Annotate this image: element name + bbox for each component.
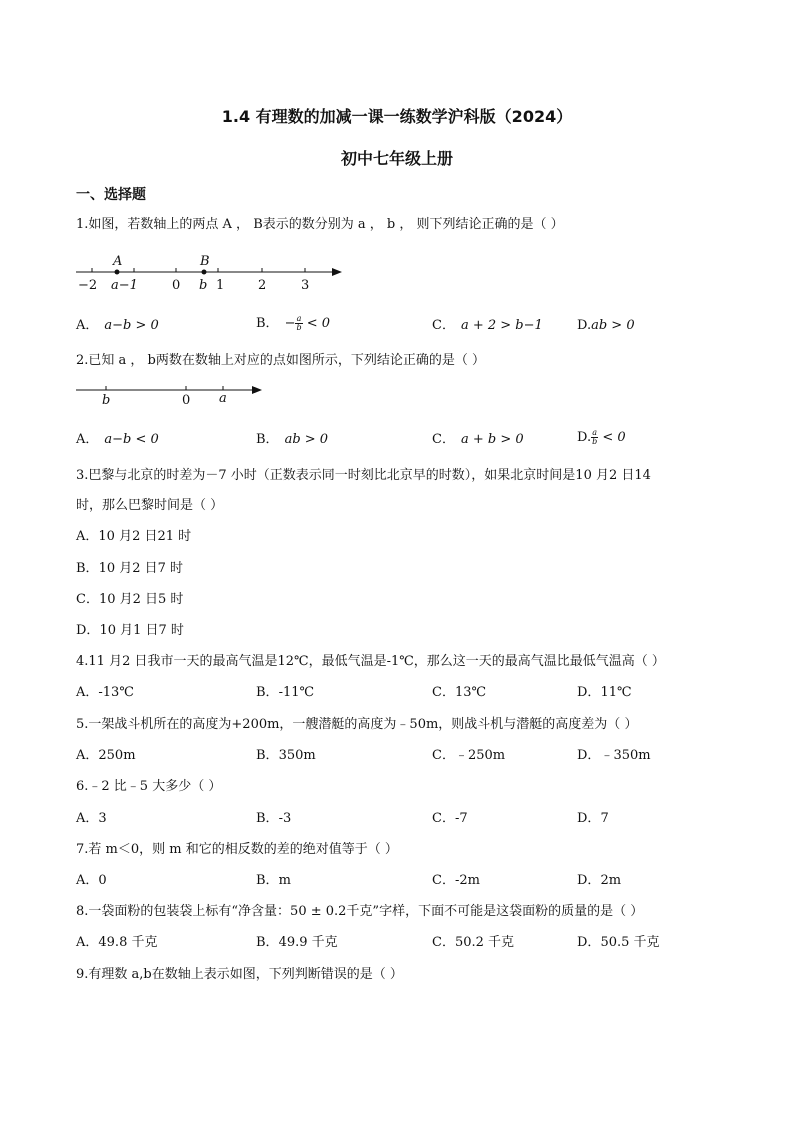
question-3-option-d[interactable] <box>76 622 184 640</box>
option-label: C． <box>432 432 455 447</box>
option-text: 49.8 千克 <box>98 935 158 950</box>
option-label: C． <box>432 873 455 888</box>
option-label: A． <box>76 935 99 950</box>
question-6-option-a[interactable] <box>76 810 107 828</box>
question-7-stem: 7.若 m＜0，则 m 和它的相反数的差的绝对值等于（ ） <box>76 842 398 857</box>
question-3-stem-line-2: 时，那么巴黎时间是（ ） <box>76 498 224 513</box>
option-text: 13℃ <box>454 685 487 700</box>
question-3-option-a[interactable] <box>76 528 191 546</box>
option-text: -3 <box>278 811 292 826</box>
question-3-option-c[interactable] <box>76 591 183 609</box>
option-prefix: − <box>284 316 296 331</box>
question-9-stem: 9.有理数 a,b在数轴上表示如图，下列判断错误的是（ ） <box>76 967 403 982</box>
tick-label: 2 <box>258 278 267 292</box>
option-label: A． <box>76 432 99 447</box>
option-text: 10 月1 日7 时 <box>99 623 184 638</box>
option-text: -7 <box>454 811 468 826</box>
option-text: ﹣250m <box>454 748 506 763</box>
option-text: 50.5 千克 <box>600 935 660 950</box>
question-5-option-d[interactable] <box>577 747 651 765</box>
option-text: -13℃ <box>98 685 134 700</box>
option-text: 49.9 千克 <box>278 935 338 950</box>
question-6-option-b[interactable] <box>256 810 291 828</box>
option-text: 10 月2 日7 时 <box>98 561 184 576</box>
question-1-number-line <box>70 250 360 292</box>
question-2-option-a[interactable] <box>76 431 159 449</box>
question-5-stem: 5.一架战斗机所在的高度为+200m，一艘潜艇的高度为﹣50m，则战斗机与潜艇的高度差为（ ） <box>76 717 638 732</box>
question-4-option-a[interactable] <box>76 684 134 702</box>
option-text: 250m <box>98 748 136 763</box>
tick-label: a−1 <box>111 278 138 292</box>
option-text: -11℃ <box>278 685 315 700</box>
question-6-option-c[interactable] <box>432 810 468 828</box>
option-label: A． <box>76 685 99 700</box>
question-8-option-c[interactable] <box>432 934 514 952</box>
question-7-option-d[interactable] <box>577 872 621 890</box>
question-1-option-d[interactable] <box>577 317 635 335</box>
option-text: a−b < 0 <box>104 432 159 447</box>
tick-label: 1 <box>216 278 225 292</box>
option-label: C． <box>432 935 455 950</box>
option-text: -2m <box>454 873 480 888</box>
question-7-option-b[interactable] <box>256 872 291 890</box>
option-label: C． <box>432 748 455 763</box>
question-3-option-b[interactable] <box>76 560 183 578</box>
option-label: D． <box>577 811 601 826</box>
option-text: ab > 0 <box>284 432 329 447</box>
option-label: D． <box>76 623 100 638</box>
option-text: a + b > 0 <box>460 432 524 447</box>
tick-label: 3 <box>301 278 310 292</box>
option-text: 50.2 千克 <box>454 935 515 950</box>
question-2-option-c[interactable] <box>432 431 524 449</box>
tick-label: 0 <box>172 278 181 292</box>
option-text: 10 月2 日21 时 <box>98 529 192 544</box>
question-7-option-a[interactable] <box>76 872 107 890</box>
question-1-option-a[interactable] <box>76 317 159 335</box>
option-label: D． <box>577 935 601 950</box>
option-text: 10 月2 日5 时 <box>98 592 184 607</box>
tick-label-b: b <box>102 393 111 408</box>
option-label: D． <box>577 873 601 888</box>
option-label: B． <box>256 685 279 700</box>
option-text: 11℃ <box>600 685 632 700</box>
option-label: B． <box>256 873 279 888</box>
question-8-option-d[interactable] <box>577 934 660 952</box>
question-8-stem: 8.一袋面粉的包装袋上标有“净含量：50 ± 0.2千克”字样，下面不可能是这袋面粉的质量的是（ ） <box>76 904 644 919</box>
denominator: b <box>296 323 302 332</box>
question-4-option-c[interactable] <box>432 684 486 702</box>
option-label: D． <box>577 685 601 700</box>
section-heading: 一、选择题 <box>76 187 146 203</box>
option-label: B． <box>256 935 279 950</box>
option-label: C． <box>76 592 99 607</box>
question-2-number-line <box>70 378 270 408</box>
option-text: < 0 <box>302 316 331 331</box>
question-5-option-c[interactable] <box>432 747 505 765</box>
document-title: 1.4 有理数的加减一课一练数学沪科版（2024） <box>221 107 573 126</box>
question-6-stem: 6.﹣2 比﹣5 大多少（ ） <box>76 779 222 794</box>
numerator: a <box>592 428 598 437</box>
option-label: B． <box>256 316 279 331</box>
option-label: A． <box>76 318 99 333</box>
point-B-label: B <box>200 254 210 269</box>
option-text: ab > 0 <box>591 318 635 333</box>
option-text: 350m <box>278 748 316 763</box>
option-label: B． <box>256 811 279 826</box>
question-3-stem-line-1: 3.巴黎与北京的时差为－7 小时（正数表示同一时刻比北京早的时数），如果北京时间是10 月2 日14 <box>76 468 651 483</box>
question-2-option-d[interactable] <box>577 429 626 447</box>
point-A-label: A <box>113 254 123 269</box>
option-label: D. <box>577 430 592 445</box>
option-label: A． <box>76 748 99 763</box>
denominator: b <box>592 437 598 446</box>
option-text: a−b > 0 <box>104 318 159 333</box>
question-5-option-a[interactable] <box>76 747 136 765</box>
question-4-option-d[interactable] <box>577 684 632 702</box>
question-5-option-b[interactable] <box>256 747 316 765</box>
tick-label: b <box>199 278 208 292</box>
option-label: D. <box>577 318 592 333</box>
option-label: D． <box>577 748 601 763</box>
option-label: B． <box>76 561 99 576</box>
numerator: a <box>296 314 302 323</box>
option-text: 0 <box>98 873 107 888</box>
option-text: a + 2 > b−1 <box>460 318 543 333</box>
option-text: 7 <box>600 811 609 826</box>
question-8-option-a[interactable] <box>76 934 157 952</box>
option-label: B． <box>256 748 279 763</box>
question-2-option-b[interactable] <box>256 431 328 449</box>
option-label: C． <box>432 685 455 700</box>
tick-label-a: a <box>219 391 227 406</box>
option-text: < 0 <box>598 430 626 445</box>
question-6-option-d[interactable] <box>577 810 609 828</box>
option-label: B． <box>256 432 279 447</box>
question-1-stem: 1.如图，若数轴上的两点 A ， B表示的数分别为 a ， b ， 则下列结论正确的是（ ） <box>76 217 564 232</box>
option-label: A． <box>76 811 99 826</box>
tick-label: −2 <box>78 278 98 292</box>
option-text: ﹣350m <box>600 748 651 763</box>
question-1-option-c[interactable] <box>432 317 543 335</box>
question-1-option-b[interactable] <box>256 315 330 333</box>
option-text: m <box>278 873 291 888</box>
option-label: C． <box>432 318 455 333</box>
fraction <box>295 315 302 332</box>
question-8-option-b[interactable] <box>256 934 338 952</box>
option-text: 2m <box>600 873 622 888</box>
question-4-option-b[interactable] <box>256 684 314 702</box>
option-label: A． <box>76 873 99 888</box>
tick-label-0: 0 <box>182 393 191 408</box>
document-subtitle: 初中七年级上册 <box>340 149 453 168</box>
question-4-stem: 4.11 月2 日我市一天的最高气温是12℃，最低气温是-1℃，那么这一天的最高气温比最低气温高（ ） <box>76 654 665 669</box>
option-label: A． <box>76 529 99 544</box>
question-7-option-c[interactable] <box>432 872 480 890</box>
question-2-stem: 2.已知 a ， b两数在数轴上对应的点如图所示，下列结论正确的是（ ） <box>76 353 486 368</box>
option-text: 3 <box>98 811 107 826</box>
option-label: C． <box>432 811 455 826</box>
